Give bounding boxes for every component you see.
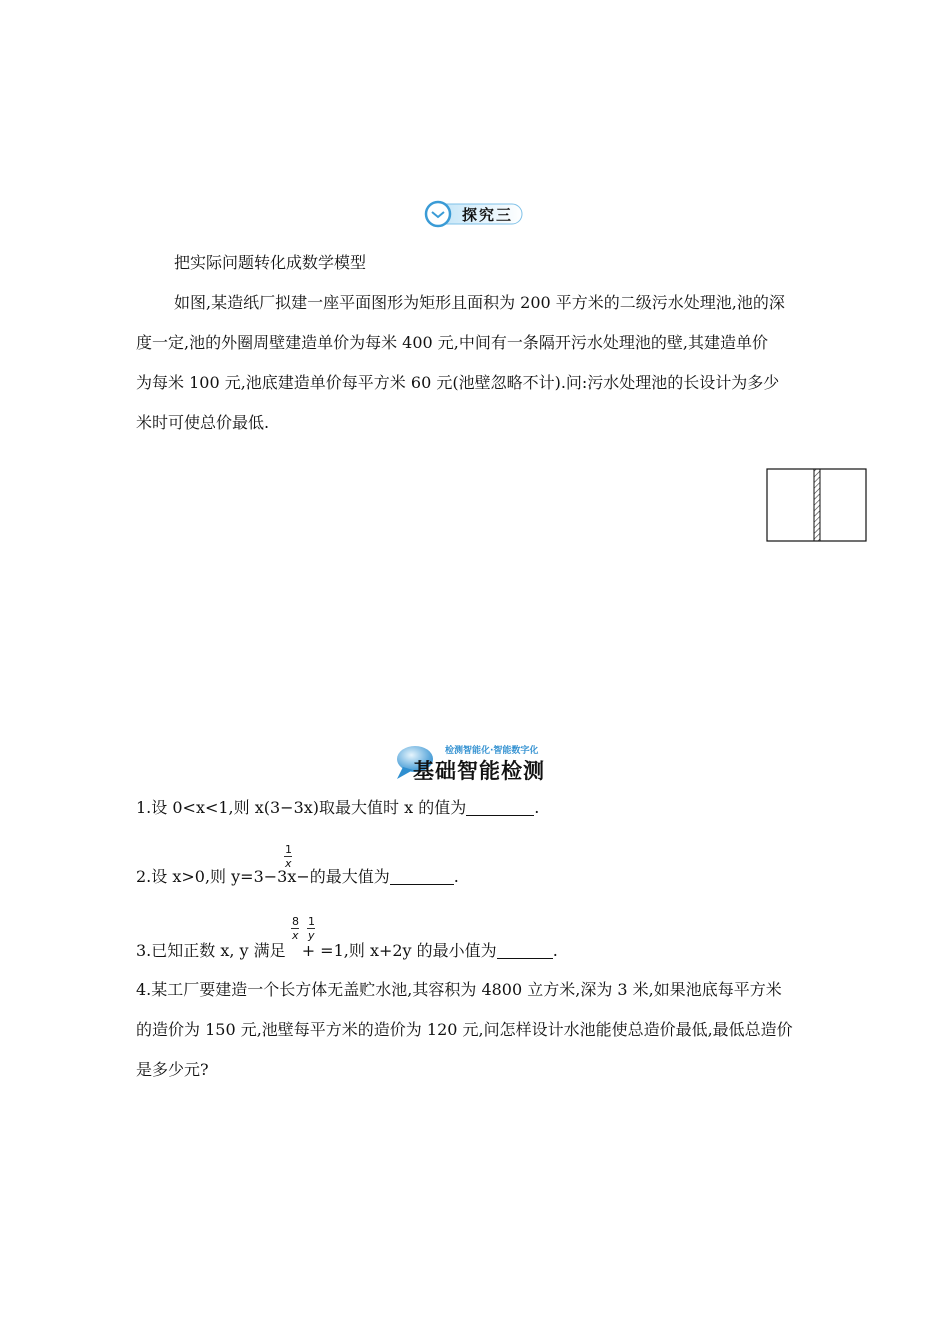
banner-subtitle: 检测智能化·智能数字化 [445, 746, 539, 756]
question-4-line: 4.某工厂要建造一个长方体无盖贮水池,其容积为 4800 立方米,深为 3 米,如果池底每平方米 [136, 980, 782, 999]
question-2-text: 2.设 x>0,则 y=3−3x− [136, 867, 310, 886]
question-3-frac1-den: x [292, 929, 299, 942]
problem-line: 如图,某造纸厂拟建一座平面图形为矩形且面积为 200 平方米的二级污水处理池,池的深 [174, 293, 785, 312]
question-4-line: 是多少元? [136, 1060, 209, 1079]
question-3-frac2-num: 1 [308, 915, 315, 928]
answer-blank[interactable] [497, 942, 553, 959]
question-4 [136, 970, 836, 1090]
question-1 [136, 795, 539, 818]
question-2-tail: 的最大值为 [309, 867, 390, 886]
question-3-equation: + =1,则 x+2y 的最小值为 [301, 941, 497, 960]
question-2-end: . [453, 867, 459, 886]
badge-label: 探究三 [462, 206, 514, 224]
question-2-frac-den: x [285, 857, 292, 870]
question-3-frac2-den: y [308, 929, 315, 942]
topic-heading: 把实际问题转化成数学模型 [174, 253, 367, 272]
question-4-line: 的造价为 150 元,池壁每平方米的造价为 120 元,问怎样设计水池能使总造价最低,最低总造价 [136, 1020, 793, 1039]
test-banner [393, 743, 563, 783]
problem-line: 米时可使总价最低. [136, 413, 270, 432]
question-2 [136, 864, 459, 887]
question-3-text: 3.已知正数 x, y 满足 [136, 941, 286, 960]
question-3 [136, 938, 558, 961]
section-badge [424, 200, 524, 228]
question-3-frac1-num: 8 [292, 915, 299, 928]
problem-line: 为每米 100 元,池底建造单价每平方米 60 元(池壁忽略不计).问:污水处理池的长设计为多少 [136, 373, 780, 392]
question-2-frac-num: 1 [285, 843, 292, 856]
problem-paragraph [136, 283, 826, 443]
answer-blank[interactable] [466, 799, 534, 816]
tank-diagram [766, 468, 868, 544]
banner-title: 基础智能检测 [413, 759, 545, 783]
question-1-text: 1.设 0<x<1,则 x(3−3x)取最大值时 x 的值为 [136, 798, 467, 817]
problem-line: 度一定,池的外圈周壁建造单价为每米 400 元,中间有一条隔开污水处理池的壁,其建造单价 [136, 333, 768, 352]
answer-blank[interactable] [390, 868, 454, 885]
tank-divider-wall [814, 469, 820, 541]
question-3-end: . [552, 941, 558, 960]
question-1-end: . [534, 798, 540, 817]
